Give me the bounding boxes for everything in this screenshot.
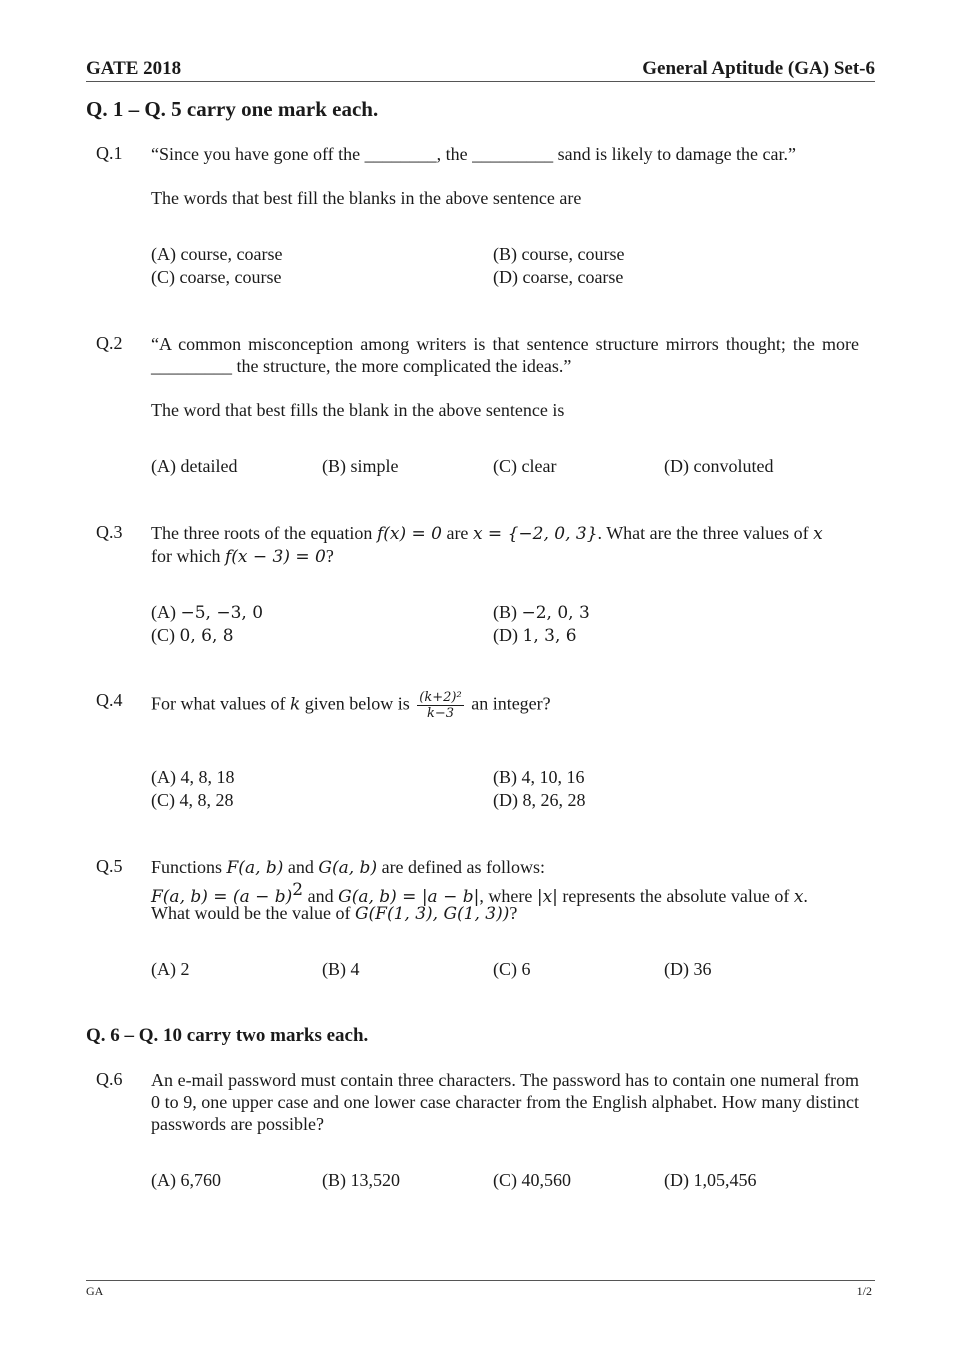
q5-option-a: (A) 2 [151,959,190,979]
q5-l2-g-def: G(a, b) = |a − b| [338,887,480,907]
header-rule [86,81,875,82]
q6-option-d: (D) 1,05,456 [664,1170,757,1190]
q4-number: Q.4 [96,690,123,710]
q2-option-a: (A) detailed [151,456,238,476]
q6-option-b: (B) 13,520 [322,1170,400,1190]
q5-l2-text-3: represents the absolute value of [557,886,794,906]
q3-option-b-label: (B) [493,602,522,622]
q5-l1-g: G(a, b) [318,858,378,878]
q6-stem: An e-mail password must contain three characters. The password has to contain one numeral from 0 to 9, one upper case and one lower case character from the English alphabet. How many distinct passwords are possible? [151,1070,859,1134]
q2-option-c: (C) clear [493,456,557,476]
q3-option-a-label: (A) [151,602,181,622]
q1-stem: “Since you have gone off the ________, the _________ sand is likely to damage the car.” [151,144,797,164]
q3-text-5: ? [325,546,334,566]
q2-option-d: (D) convoluted [664,456,774,476]
q5-l3-text-1: What would be the value of [151,903,355,923]
q5-l2-text-1: and [303,886,339,906]
q5-l2-text-4: . [803,886,808,906]
q3-text-2: are [441,523,473,543]
q3-text-1: The three roots of the equation [151,523,377,543]
q2-number: Q.2 [96,333,123,353]
q5-option-c: (C) 6 [493,959,531,979]
q5-option-b: (B) 4 [322,959,360,979]
q3-option-d-value: 1, 3, 6 [522,626,577,646]
q5-option-d: (D) 36 [664,959,712,979]
q5-l3-expression: G(F(1, 3), G(1, 3)) [354,904,510,924]
q3-equation: f(x) = 0 [376,524,442,544]
q3-option-b [493,601,590,624]
q3-option-c-value: 0, 6, 8 [179,626,234,646]
q5-l2-f-def: F(a, b) = (a − b) [151,887,293,907]
q4-option-c: (C) 4, 8, 28 [151,790,234,810]
q5-number: Q.5 [96,856,123,876]
q3-roots: x = {−2, 0, 3} [472,524,598,544]
q1-option-a: (A) course, coarse [151,244,283,264]
q4-fraction [417,690,463,721]
q3-text-3: . What are the three values of [597,523,814,543]
q5-l2-exponent: 2 [292,880,304,900]
q3-option-c-label: (C) [151,625,180,645]
q4-text-3: an integer? [466,693,551,714]
q3-option-d-label: (D) [493,625,523,645]
q5-line-3 [151,902,517,925]
q5-l1-f: F(a, b) [226,858,284,878]
header-left: GATE 2018 [86,58,182,79]
q3-option-a [151,601,263,624]
footer-rule [86,1280,875,1281]
q5-l1-text-3: are defined as follows: [377,857,546,877]
q5-l2-text-2: , where [479,886,537,906]
q1-option-b: (B) course, course [493,244,625,264]
q4-fraction-denominator: k−3 [426,706,455,721]
q5-line-1 [151,856,545,879]
q3-number: Q.3 [96,522,123,542]
q3-option-d [493,624,577,647]
q5-l1-text-1: Functions [151,857,227,877]
q4-text-2: given below is [300,693,415,714]
section-2-title: Q. 6 – Q. 10 carry two marks each. [86,1025,369,1046]
q3-option-a-value: −5, −3, 0 [180,603,264,623]
q4-option-d: (D) 8, 26, 28 [493,790,586,810]
q1-number: Q.1 [96,143,123,163]
q1-option-d: (D) coarse, coarse [493,267,624,287]
q5-l1-text-2: and [283,857,319,877]
q5-l3-text-2: ? [509,903,518,923]
q6-option-a: (A) 6,760 [151,1170,221,1190]
q3-option-c [151,624,234,647]
q4-option-a: (A) 4, 8, 18 [151,767,235,787]
q6-option-c: (C) 40,560 [493,1170,571,1190]
q4-variable: k [289,694,301,715]
q1-option-c: (C) coarse, course [151,267,282,287]
q2-option-b: (B) simple [322,456,399,476]
q3-variable: x [813,524,823,544]
q2-prompt: The word that best fills the blank in the above sentence is [151,400,565,420]
section-1-title: Q. 1 – Q. 5 carry one mark each. [86,97,379,121]
q5-l2-x: x [793,887,804,907]
footer-page-number: 1/2 [856,1284,872,1298]
q4-option-b: (B) 4, 10, 16 [493,767,585,787]
q3-text-4: for which [151,546,225,566]
q2-stem: “A common misconception among writers is that sentence structure mirrors thought; the more _________ the structure, the more complicated the ideas.” [151,334,859,376]
header-right: General Aptitude (GA) Set-6 [642,58,875,79]
q5-l2-abs: |x| [536,887,558,907]
q4-stem [151,690,551,721]
q4-text-1: For what values of [151,693,290,714]
q3-shifted-equation: f(x − 3) = 0 [224,547,326,567]
q3-stem-line2 [151,545,334,568]
footer-left: GA [86,1284,104,1298]
q3-stem-line1 [151,522,861,545]
q4-fraction-numerator: (k+2)² [419,690,462,705]
q3-option-b-value: −2, 0, 3 [521,603,590,623]
q1-prompt: The words that best fill the blanks in the above sentence are [151,188,582,208]
q6-number: Q.6 [96,1069,123,1089]
